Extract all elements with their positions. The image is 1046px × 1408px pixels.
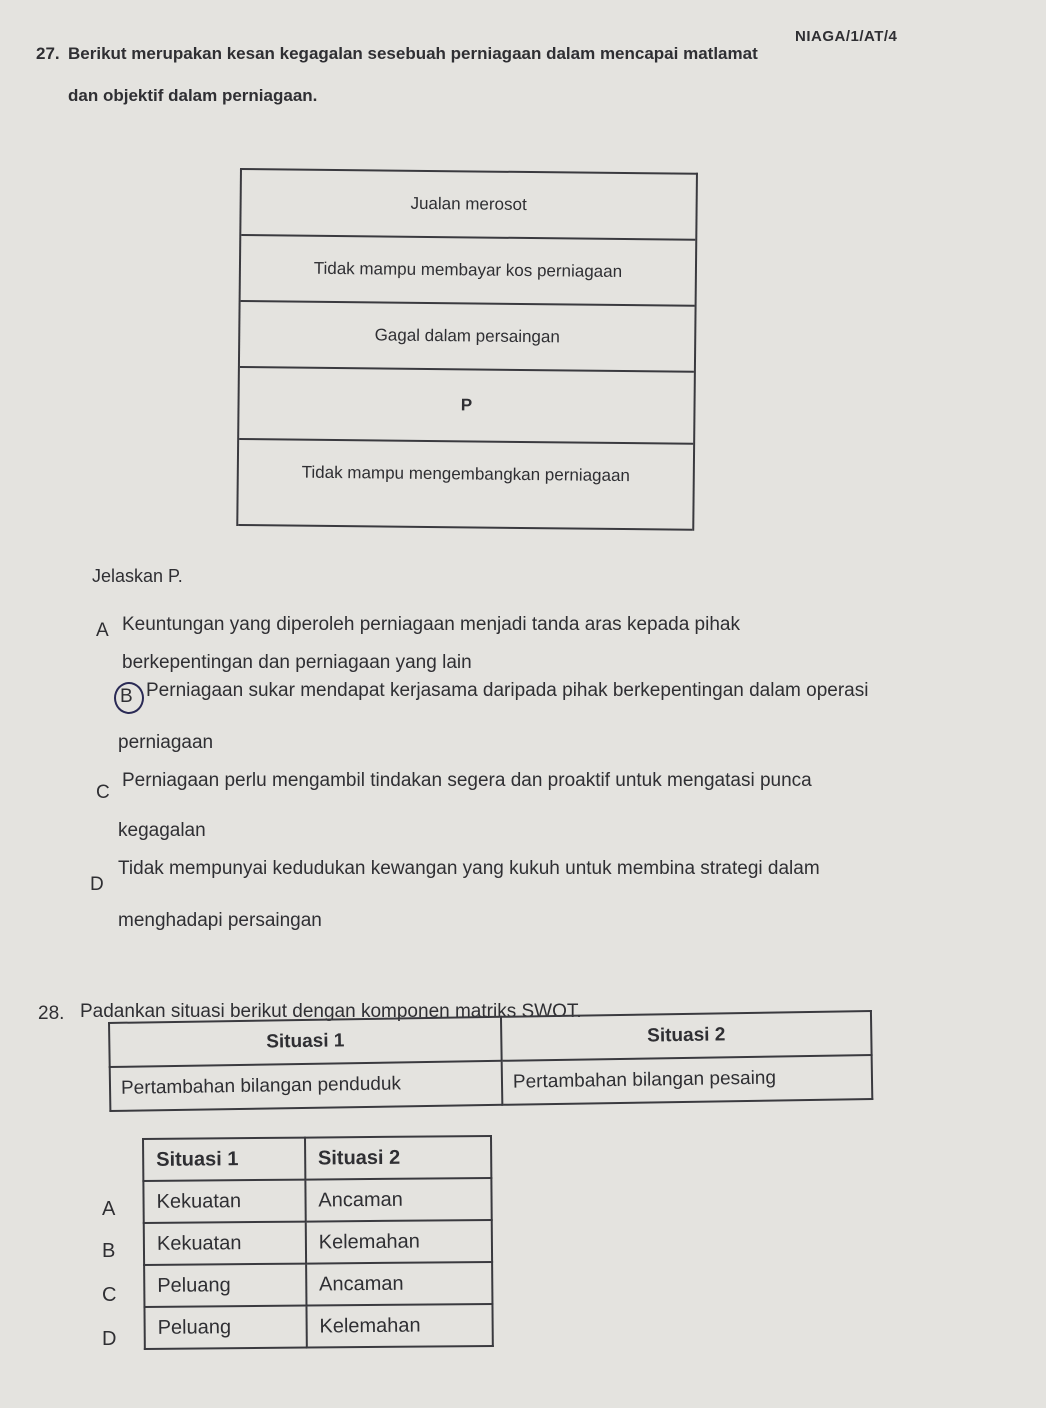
option-letter: C [96, 782, 110, 803]
page-code: NIAGA/1/AT/4 [795, 28, 898, 45]
question-27-stem-line2: dan objektif dalam perniagaan. [68, 86, 318, 105]
answer-cell: Kelemahan [306, 1304, 493, 1348]
situation-value: Pertambahan bilangan pesaing [502, 1055, 873, 1105]
situation-header: Situasi 1 [109, 1017, 502, 1067]
answer-cell: Kekuatan [143, 1180, 305, 1223]
flow-item: Tidak mampu membayar kos perniagaan [241, 236, 696, 307]
option-text: Tidak mempunyai kedudukan kewangan yang kukuh untuk membina strategi dalam [118, 858, 820, 879]
option-letter: D [90, 874, 104, 895]
option-letter: B [120, 686, 133, 707]
answer-cell: Peluang [144, 1264, 306, 1307]
flow-item: Jualan merosot [241, 170, 696, 241]
option-text: Keuntungan yang diperoleh perniagaan menjadi tanda aras kepada pihak [122, 614, 740, 635]
answer-cell: Peluang [144, 1306, 306, 1349]
answer-cell: Kekuatan [144, 1222, 306, 1265]
option-text: Perniagaan sukar mendapat kerjasama daripada pihak berkepentingan dalam operasi [146, 680, 869, 701]
answer-letter[interactable]: B [102, 1240, 116, 1262]
situation-table [108, 1010, 873, 1112]
option-text: menghadapi persaingan [118, 910, 322, 931]
answer-header: Situasi 1 [143, 1138, 305, 1181]
answer-header: Situasi 2 [305, 1136, 492, 1180]
answer-cell: Kelemahan [306, 1220, 493, 1264]
question-28-number: 28. [38, 1003, 65, 1024]
question-27-prompt: Jelaskan P. [92, 566, 183, 586]
situation-header: Situasi 2 [501, 1011, 872, 1061]
answer-row-b[interactable] [144, 1220, 492, 1265]
option-text: Perniagaan perlu mengambil tindakan segera dan proaktif untuk mengatasi punca [122, 770, 812, 791]
answer-row-a[interactable] [143, 1178, 491, 1223]
option-text: kegagalan [118, 820, 206, 841]
answer-cell: Ancaman [305, 1178, 492, 1222]
option-text: berkepentingan dan perniagaan yang lain [122, 652, 472, 673]
answer-cell: Ancaman [306, 1262, 493, 1306]
flow-item: Tidak mampu mengembangkan perniagaan [238, 440, 693, 531]
question-27-number: 27. [36, 44, 60, 63]
answer-letter[interactable]: A [102, 1198, 116, 1220]
answer-options-table [142, 1135, 494, 1350]
option-letter: A [96, 620, 109, 641]
question-27-stem-line1: Berikut merupakan kesan kegagalan sesebuah perniagaan dalam mencapai matlamat [68, 44, 758, 63]
question-28-stem: Padankan situasi berikut dengan komponen matriks SWOT. [80, 1001, 582, 1022]
situation-value: Pertambahan bilangan penduduk [110, 1061, 503, 1111]
option-text: perniagaan [118, 732, 214, 753]
failure-effects-box [236, 168, 698, 531]
answer-row-c[interactable] [144, 1262, 492, 1307]
answer-letter[interactable]: C [102, 1284, 117, 1306]
answer-letter[interactable]: D [102, 1328, 117, 1350]
flow-item-p: P [239, 368, 694, 445]
answer-row-d[interactable] [144, 1304, 492, 1349]
flow-item: Gagal dalam persaingan [240, 302, 695, 373]
